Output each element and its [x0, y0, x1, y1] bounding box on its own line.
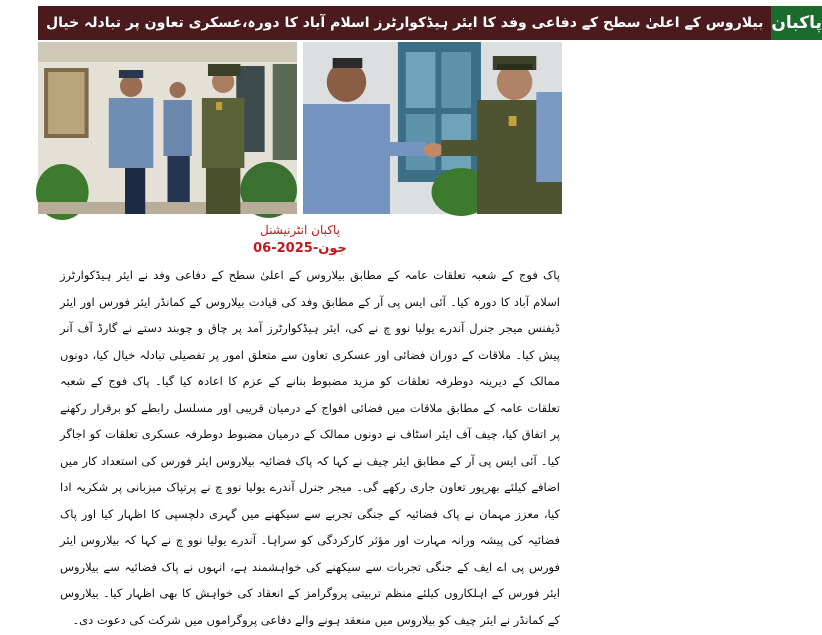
- brand-logo: پاکبان: [771, 6, 822, 40]
- photo-strip: [38, 42, 562, 214]
- publish-date: 06-جون-2025: [253, 241, 347, 256]
- photo-corridor-walk: [38, 42, 297, 214]
- article-body: پاک فوج کے شعبہ تعلقات عامہ کے مطابق بیلاروس کے اعلیٰ سطح کے دفاعی وفد نے ایئر ہیڈکوارٹرز اسلام آباد کا دورہ کیا۔ آئی ایس پی آر کے مطابق وفد کی قیادت بیلاروس کے کمانڈر ایئر فورس اور ایئر ڈیفنس میجر جنرل آندرے یولیا نوو چ نے کی، ایئر ہیڈکوارٹرز آمد پر چاق و چوبند دستے نے گارڈ آف آنر پیش کیا۔ ملاقات کے دوران فضائی اور عسکری تعاون سے متعلق امور پر تفصیلی تبادلہ خیال کیا، دونوں ممالک کے دیرینہ دوطرفہ تعلقات کو مزید مضبوط بنانے کے عزم کا اعادہ کیا گیا۔ پاک فوج کے شعبہ تعلقات عامہ کے مطابق ملاقات میں فضائی افواج کے درمیان قریبی اور مسلسل رابطے کو برقرار رکھنے پر اتفاق کیا، چیف آف ایئر اسٹاف نے دونوں ممالک کے درمیان مضبوط دوطرفہ عسکری تعلقات کو اجاگر کیا۔ آئی ایس پی آر کے مطابق ایئر چیف نے کہا کہ پاک فضائیہ بیلاروس ایئر فورس کی استعداد کار میں اضافے کیلئے بھرپور تعاون جاری رکھے گی۔ میجر جنرل آندرے یولیا نوو چ نے پرتپاک میزبانی پر شکریہ ادا کیا، معزز مہمان نے پاک فضائیہ کے جنگی تجربے سے سیکھنے میں گہری دلچسپی کا اظہار کیا اور پاک فضائیہ کی پیشہ ورانہ مہارت اور مؤثر کارکردگی کو سراہا۔ آندرے یولیا نوو چ نے کہا کہ بیلاروس ایئر فورس پی اے ایف کے جنگی تجربات سے سیکھنے کی خواہشمند ہے، انہوں نے پاک فضائیہ سے بیلاروس ایئر فورس کے اہلکاروں کیلئے منظم تربیتی پروگرامز کے انعقاد کی خواہش کا بھی اظہار کیا۔ بیلاروس کے کمانڈر نے ایئر چیف کو بیلاروس میں منعقد ہونے والے دفاعی پروگراموں میں شرکت کی دعوت دی۔: [60, 268, 560, 627]
- headline: بیلاروس کے اعلیٰ سطح کے دفاعی وفد کا ایئر ہیڈکوارٹرز اسلام آباد کا دورہ،عسکری تعاون پر تبادلہ خیال: [38, 6, 771, 40]
- photo-handshake: [303, 42, 562, 214]
- header-banner: [38, 6, 822, 40]
- byline: پاکبان انٹرنیشنل: [260, 223, 340, 237]
